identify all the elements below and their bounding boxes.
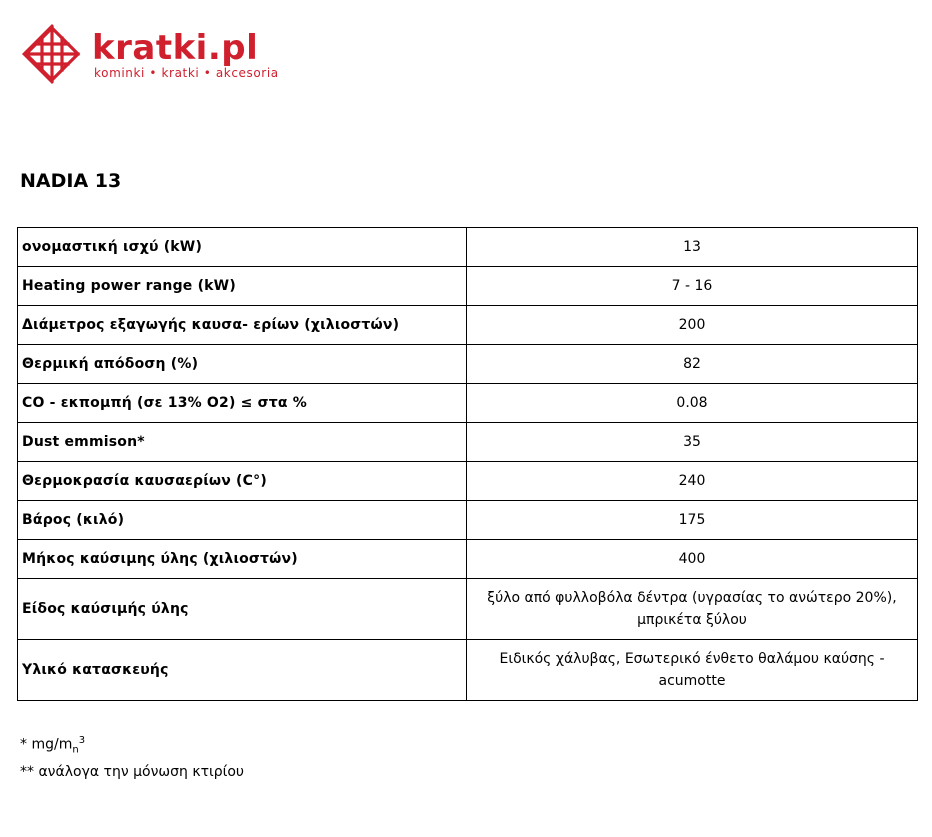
spec-value: 35 bbox=[467, 423, 918, 462]
spec-label: Υλικό κατασκευής bbox=[18, 640, 467, 701]
footnote-unit bbox=[20, 730, 244, 761]
footnote-insulation: ** ανάλογα την μόνωση κτιρίου bbox=[20, 764, 245, 781]
table-row bbox=[18, 384, 918, 423]
table-row bbox=[18, 267, 918, 306]
footnote-unit-sub: n bbox=[72, 744, 79, 756]
table-row bbox=[18, 640, 918, 701]
spec-value-line: ξύλο από φυλλοβόλα δέντρα (υγρασίας το ανώτερο 20%), bbox=[487, 590, 897, 606]
spec-value: 82 bbox=[467, 345, 918, 384]
table-row bbox=[18, 228, 918, 267]
spec-value: 240 bbox=[467, 462, 918, 501]
table-row bbox=[18, 579, 918, 640]
spec-label: ονομαστική ισχύ (kW) bbox=[18, 228, 467, 267]
brand-name: kratki.pl bbox=[92, 28, 259, 68]
table-row bbox=[18, 345, 918, 384]
spec-value: 13 bbox=[467, 228, 918, 267]
spec-table bbox=[17, 227, 918, 701]
spec-value bbox=[467, 579, 918, 640]
brand-tagline: kominki • kratki • akcesoria bbox=[94, 66, 279, 80]
spec-label: Dust emmison* bbox=[18, 423, 467, 462]
footnotes bbox=[20, 730, 244, 783]
spec-value: 7 - 16 bbox=[467, 267, 918, 306]
spec-label: Βάρος (κιλό) bbox=[18, 501, 467, 540]
spec-value-line: μπρικέτα ξύλου bbox=[637, 612, 747, 628]
table-row bbox=[18, 462, 918, 501]
spec-label: Heating power range (kW) bbox=[18, 267, 467, 306]
spec-label: CO - εκπομπή (σε 13% O2) ≤ στα % bbox=[18, 384, 467, 423]
spec-label: Διάμετρος εξαγωγής καυσα- ερίων (χιλιοστών) bbox=[18, 306, 467, 345]
spec-value: 175 bbox=[467, 501, 918, 540]
spec-label: Είδος καύσιμής ύλης bbox=[18, 579, 467, 640]
brand-logo[interactable] bbox=[20, 22, 320, 88]
spec-label: Θερμοκρασία καυσαερίων (C°) bbox=[18, 462, 467, 501]
spec-value: 200 bbox=[467, 306, 918, 345]
page-title: NADIA 13 bbox=[20, 170, 122, 192]
spec-label: Θερμική απόδοση (%) bbox=[18, 345, 467, 384]
spec-value-line: acumotte bbox=[658, 673, 726, 689]
spec-value: 0.08 bbox=[467, 384, 918, 423]
footnote-unit-sup: 3 bbox=[78, 735, 86, 746]
spec-value bbox=[467, 640, 918, 701]
table-row bbox=[18, 501, 918, 540]
spec-label: Μήκος καύσιμης ύλης (χιλιοστών) bbox=[18, 540, 467, 579]
table-row bbox=[18, 423, 918, 462]
table-row bbox=[18, 306, 918, 345]
spec-value: 400 bbox=[467, 540, 918, 579]
footnote-unit-prefix: * mg/m bbox=[20, 736, 73, 753]
spec-value-line: Ειδικός χάλυβας, Εσωτερικό ένθετο θαλάμου καύσης - bbox=[499, 651, 885, 667]
kratki-logo-icon bbox=[20, 22, 84, 86]
table-row bbox=[18, 540, 918, 579]
